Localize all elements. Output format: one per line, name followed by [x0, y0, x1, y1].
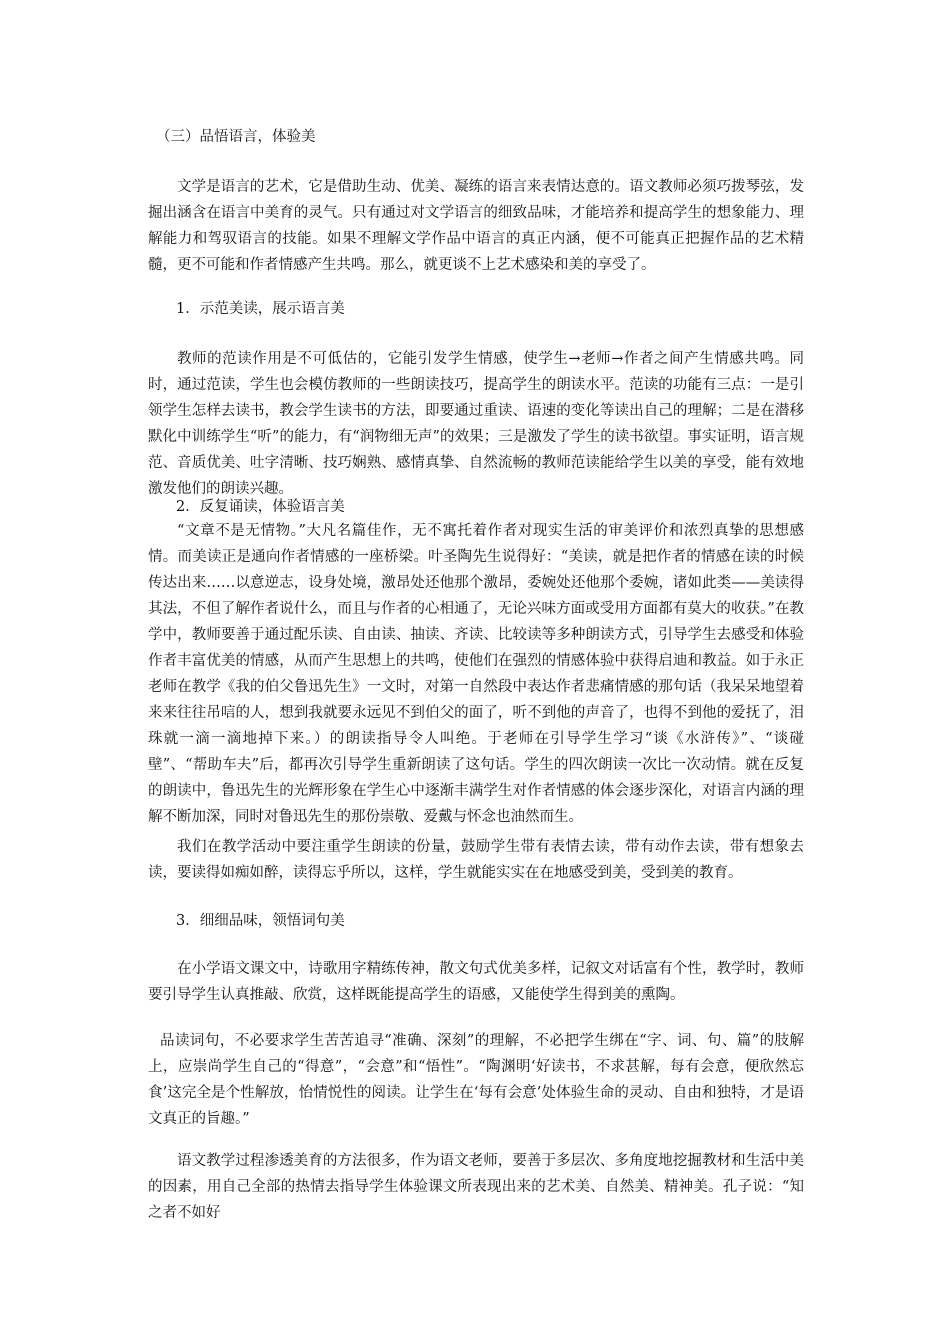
subsection-3-second-paragraph: 品读词句，不必要求学生苦苦追寻“准确、深刻”的理解，不必把学生绑在“字、词、句、篇”的肢解上，应崇尚学生自己的“得意”，“会意”和“悟性”。“陶渊明‘好读书，不求甚解，每有会意，便欣然忘食’这完全是个性解放，怡情悦性的阅读。让学生在‘每有会意’处体验生命的灵动、自由和独特，才是语文真正的旨趣。” — [148, 1033, 804, 1127]
subsection-1-heading: 1．示范美读，展示语言美 — [176, 301, 345, 317]
section-heading: （三）品悟语言，体验美 — [156, 129, 316, 145]
subsection-3-paragraph: 在小学语文课文中，诗歌用字精练传神，散文句式优美多样，记叙文对话富有个性，教学时，教师要引导学生认真推敲、欣赏，这样既能提高学生的语感，又能使学生得到美的熏陶。 — [148, 961, 804, 1003]
closing-paragraph: 语文教学过程渗透美育的方法很多，作为语文老师，要善于多层次、多角度地挖掘教材和生活中美的因素，用自己全部的热情去指导学生体验课文所表现出来的艺术美、自然美、精神美。孔子说：“知之者不如好 — [148, 1153, 804, 1221]
subsection-2-follow-paragraph: 我们在教学活动中要注重学生朗读的份量，鼓励学生带有表情去读，带有动作去读，带有想象去读，要读得如痴如醉，读得忘乎所以，这样，学生就能实实在在地感受到美，受到美的教育。 — [148, 839, 804, 881]
subsection-3-heading: 3．细细品味，领悟词句美 — [176, 913, 345, 929]
subsection-2-heading: 2．反复诵读，体验语言美 — [176, 499, 345, 515]
section-intro-paragraph: 文学是语言的艺术，它是借助生动、优美、凝练的语言来表情达意的。语文教师必须巧拨琴弦，发掘出涵含在语言中美育的灵气。只有通过对文学语言的细致品味，才能培养和提高学生的想象能力、理解能力和驾驭语言的技能。如果不理解文学作品中语言的真正内涵，便不可能真正把握作品的艺术精髓，更不可能和作者情感产生共鸣。那么，就更谈不上艺术感染和美的享受了。 — [148, 179, 804, 273]
subsection-1-paragraph: 教师的范读作用是不可低估的，它能引发学生情感，使学生→老师→作者之间产生情感共鸣。同时，通过范读，学生也会模仿教师的一些朗读技巧，提高学生的朗读水平。范读的功能有三点：一是引领学生怎样去读书，教会学生读书的方法，即要通过重读、语速的变化等读出自己的理解；二是在潜移默化中训练学生“听”的能力，有“润物细无声”的效果；三是激发了学生的读书欲望。事实证明，语言规范、音质优美、吐字清晰、技巧娴熟、感情真挚、自然流畅的教师范读能给学生以美的享受，能有效地激发他们的朗读兴趣。 — [148, 351, 804, 497]
subsection-2-paragraph: “文章不是无情物。”大凡名篇佳作，无不寓托着作者对现实生活的审美评价和浓烈真挚的思想感情。而美读正是通向作者情感的一座桥梁。叶圣陶先生说得好：“美读，就是把作者的情感在读的时候传达出来……以意逆志，设身处境，激昂处还他那个激昂，委婉处还他那个委婉，诸如此类——美读得其法，不但了解作者说什么，而且与作者的心相通了，无论兴味方面或受用方面都有莫大的收获。”在教学中，教师要善于通过配乐读、自由读、抽读、齐读、比较读等多种朗读方式，引导学生去感受和体验作者丰富优美的情感，从而产生思想上的共鸣，使他们在强烈的情感体验中获得启迪和教益。如于永正老师在教学《我的伯父鲁迅先生》一文时，对第一自然段中表达作者悲痛情感的那句话（我呆呆地望着来来往往吊唁的人，想到我就要永远见不到伯父的面了，听不到他的声音了，也得不到他的爱抚了，泪珠就一滴一滴地掉下来。）的朗读指导令人叫绝。于老师在引导学生学习“谈《水浒传》”、“谈碰壁”、“帮助车夫”后，都再次引导学生重新朗读了这句话。学生的四次朗读一次比一次动情。就在反复的朗读中，鲁迅先生的光辉形象在学生心中逐渐丰满学生对作者情感的体会逐步深化，对语言内涵的理解不断加深，同时对鲁迅先生的那份崇敬、爱戴与怀念也油然而生。 — [148, 523, 804, 825]
